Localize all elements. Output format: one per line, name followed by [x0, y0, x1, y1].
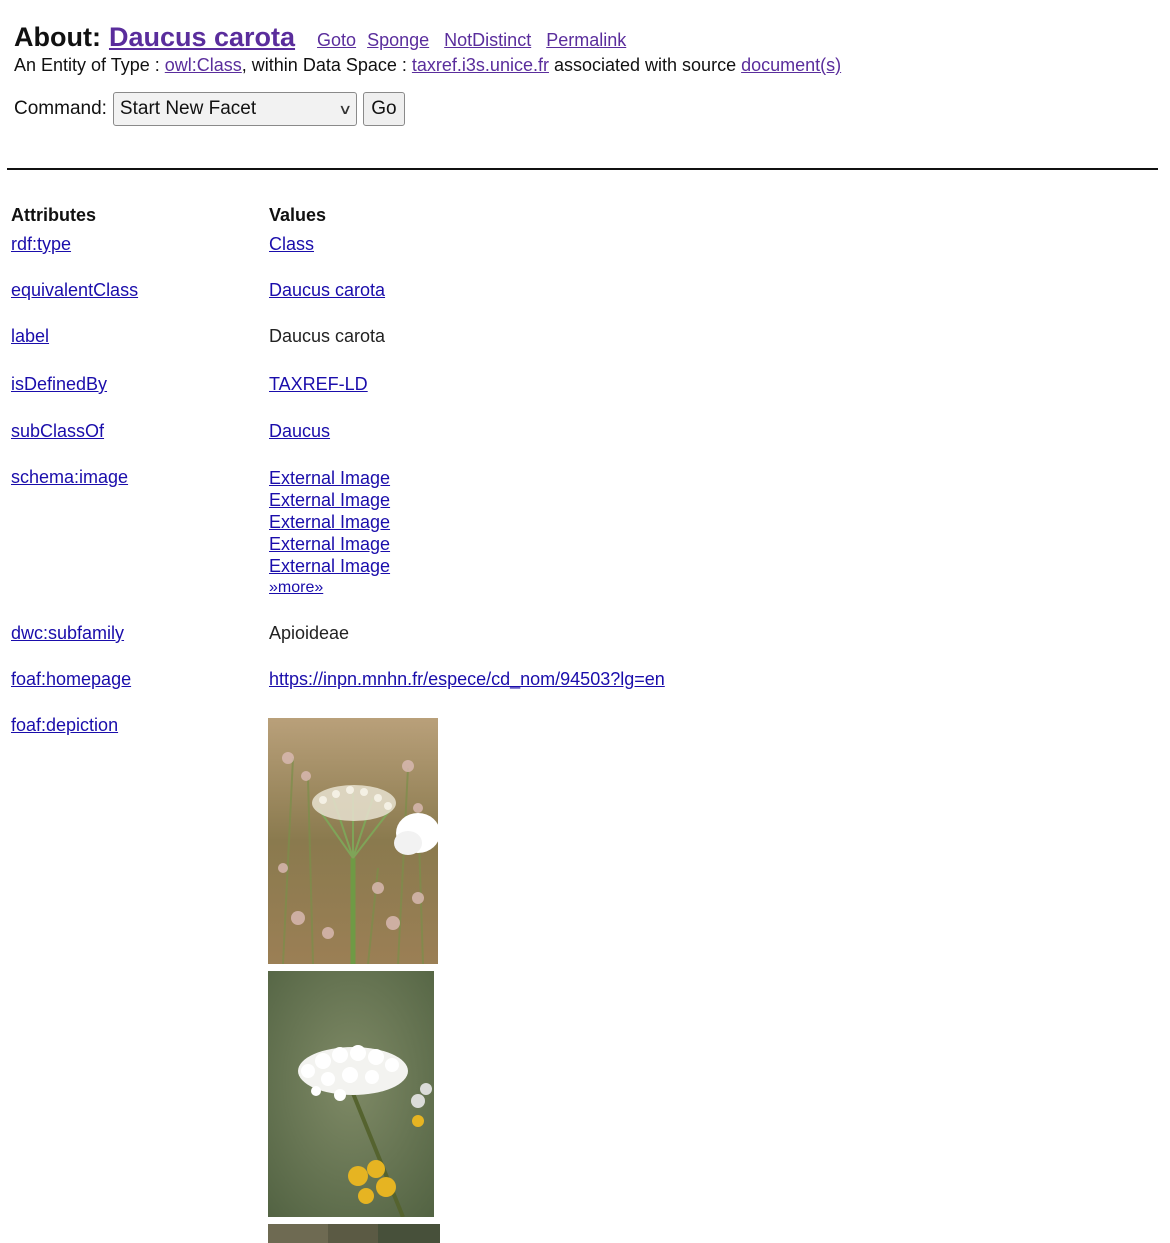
source-label: associated with source	[553, 55, 737, 75]
data-space-label: , within Data Space :	[241, 55, 407, 75]
chevron-down-icon: ∨	[337, 100, 352, 117]
table-row	[11, 715, 118, 736]
value-cell	[269, 374, 368, 395]
facet-command-select[interactable]	[113, 92, 357, 126]
value-link[interactable]: TAXREF-LD	[269, 374, 368, 394]
go-button[interactable]: Go	[363, 92, 405, 126]
value-cell	[269, 669, 665, 690]
table-row	[11, 234, 71, 255]
value-cell	[269, 623, 349, 644]
table-row	[11, 374, 107, 395]
value-link[interactable]: Class	[269, 234, 315, 254]
value-text: Daucus carota	[269, 326, 386, 346]
value-cell	[269, 467, 390, 599]
facet-select-value: Start New Facet	[119, 98, 257, 119]
attribute-link[interactable]: dwc:subfamily	[11, 623, 125, 643]
attribute-link[interactable]: label	[11, 326, 50, 346]
entity-type-link[interactable]: owl:Class	[164, 55, 242, 75]
value-link[interactable]: Daucus carota	[269, 280, 386, 300]
horizontal-divider	[7, 168, 1158, 170]
attribute-link[interactable]: foaf:homepage	[11, 669, 132, 689]
depiction-image-3[interactable]	[268, 1224, 440, 1243]
attribute-link[interactable]: isDefinedBy	[11, 374, 108, 394]
attributes-header: Attributes	[11, 205, 96, 225]
attribute-link[interactable]: foaf:depiction	[11, 715, 119, 735]
command-label: Command:	[14, 98, 107, 119]
value-cell	[269, 280, 385, 301]
command-bar	[14, 92, 405, 126]
table-row	[11, 326, 49, 347]
attribute-link[interactable]: rdf:type	[11, 234, 72, 254]
values-header: Values	[269, 205, 327, 225]
value-cell	[269, 326, 385, 347]
external-image-link[interactable]: External Image	[269, 556, 391, 576]
source-documents-link[interactable]: document(s)	[741, 55, 842, 75]
more-link[interactable]: »more»	[269, 579, 324, 596]
external-image-link[interactable]: External Image	[269, 468, 391, 488]
external-image-link[interactable]: External Image	[269, 512, 391, 532]
attribute-link[interactable]: subClassOf	[11, 421, 105, 441]
table-row	[11, 280, 138, 301]
value-link[interactable]: Daucus	[269, 421, 331, 441]
table-row	[11, 421, 104, 442]
attribute-link[interactable]: equivalentClass	[11, 280, 139, 300]
homepage-link[interactable]: https://inpn.mnhn.fr/espece/cd_nom/94503?lg=en	[269, 669, 665, 689]
depiction-image-1[interactable]	[268, 718, 438, 964]
table-row	[11, 623, 124, 644]
sponge-link[interactable]: Sponge	[367, 30, 430, 50]
table-row	[11, 467, 128, 488]
external-image-link[interactable]: External Image	[269, 534, 391, 554]
top-links	[317, 30, 636, 51]
entity-type-line	[14, 55, 841, 76]
value-text: Apioideae	[269, 623, 350, 643]
notdistinct-link[interactable]: NotDistinct	[444, 30, 532, 50]
value-cell	[269, 234, 314, 255]
about-label: About:	[14, 22, 101, 52]
depiction-image-2[interactable]	[268, 971, 434, 1217]
page-header	[14, 22, 841, 76]
table-row	[11, 669, 131, 690]
value-cell	[269, 421, 330, 442]
goto-link[interactable]: Goto	[317, 30, 357, 50]
permalink-link[interactable]: Permalink	[546, 30, 627, 50]
attribute-link[interactable]: schema:image	[11, 467, 129, 487]
data-space-link[interactable]: taxref.i3s.unice.fr	[411, 55, 549, 75]
title-line	[14, 22, 841, 53]
entity-type-prefix: An Entity of Type :	[14, 55, 160, 75]
external-image-link[interactable]: External Image	[269, 490, 391, 510]
entity-title-link[interactable]: Daucus carota	[108, 22, 296, 52]
